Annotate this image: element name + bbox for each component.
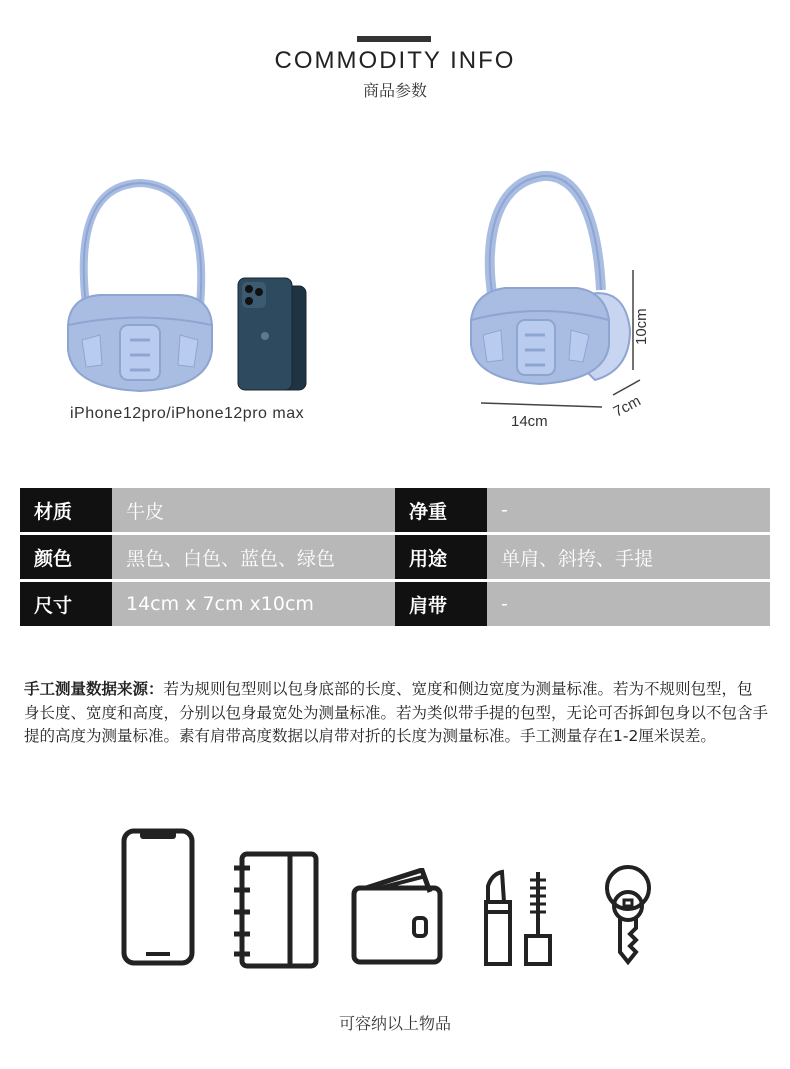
table-row	[20, 535, 770, 579]
table-row	[20, 582, 770, 626]
note-text: 若为规则包型则以包身底部的长度、宽度和侧边宽度为测量标准。若为不规则包型，包身长度、宽度和高度，分别以包身最宽处为测量标准。若为类似带手提的包型，无论可否拆卸包身以不包含手提的高度为测量标准。素有肩带高度数据以肩带对折的长度为测量标准。手工测量存在1-2厘米误差。	[24, 680, 769, 745]
wallet-icon	[350, 868, 444, 968]
spec-key: 净重	[395, 488, 487, 532]
key-icon	[598, 862, 658, 966]
phone-image	[236, 276, 308, 392]
spec-value: -	[487, 488, 770, 532]
spec-value: 单肩、斜挎、手提	[487, 535, 770, 579]
spec-key: 肩带	[395, 582, 487, 626]
phone-compare-caption: iPhone12pro/iPhone12pro max	[70, 405, 305, 422]
measurement-note	[24, 678, 768, 749]
spec-table	[20, 485, 770, 629]
spec-key: 用途	[395, 535, 487, 579]
bag-image-side	[465, 170, 665, 410]
spec-value: 牛皮	[112, 488, 395, 532]
spec-key: 材质	[20, 488, 112, 532]
header-bar	[357, 36, 431, 42]
capacity-caption: 可容纳以上物品	[338, 1014, 451, 1033]
bag-image-front	[60, 175, 220, 400]
width-label: 14cm	[511, 413, 548, 430]
page-subtitle: 商品参数	[362, 81, 427, 100]
spec-key: 颜色	[20, 535, 112, 579]
height-label: 10cm	[633, 308, 650, 345]
page-title: COMMODITY INFO	[274, 47, 516, 74]
phone-icon	[120, 828, 196, 966]
lipstick-icon	[480, 868, 556, 968]
spec-key: 尺寸	[20, 582, 112, 626]
spec-value: 黑色、白色、蓝色、绿色	[112, 535, 395, 579]
depth-label: 7cm	[610, 392, 644, 421]
spec-value: -	[487, 582, 770, 626]
notebook-icon	[232, 850, 322, 970]
spec-value: 14cm x 7cm x10cm	[112, 582, 395, 626]
table-row	[20, 488, 770, 532]
note-label: 手工测量数据来源：	[24, 680, 164, 698]
